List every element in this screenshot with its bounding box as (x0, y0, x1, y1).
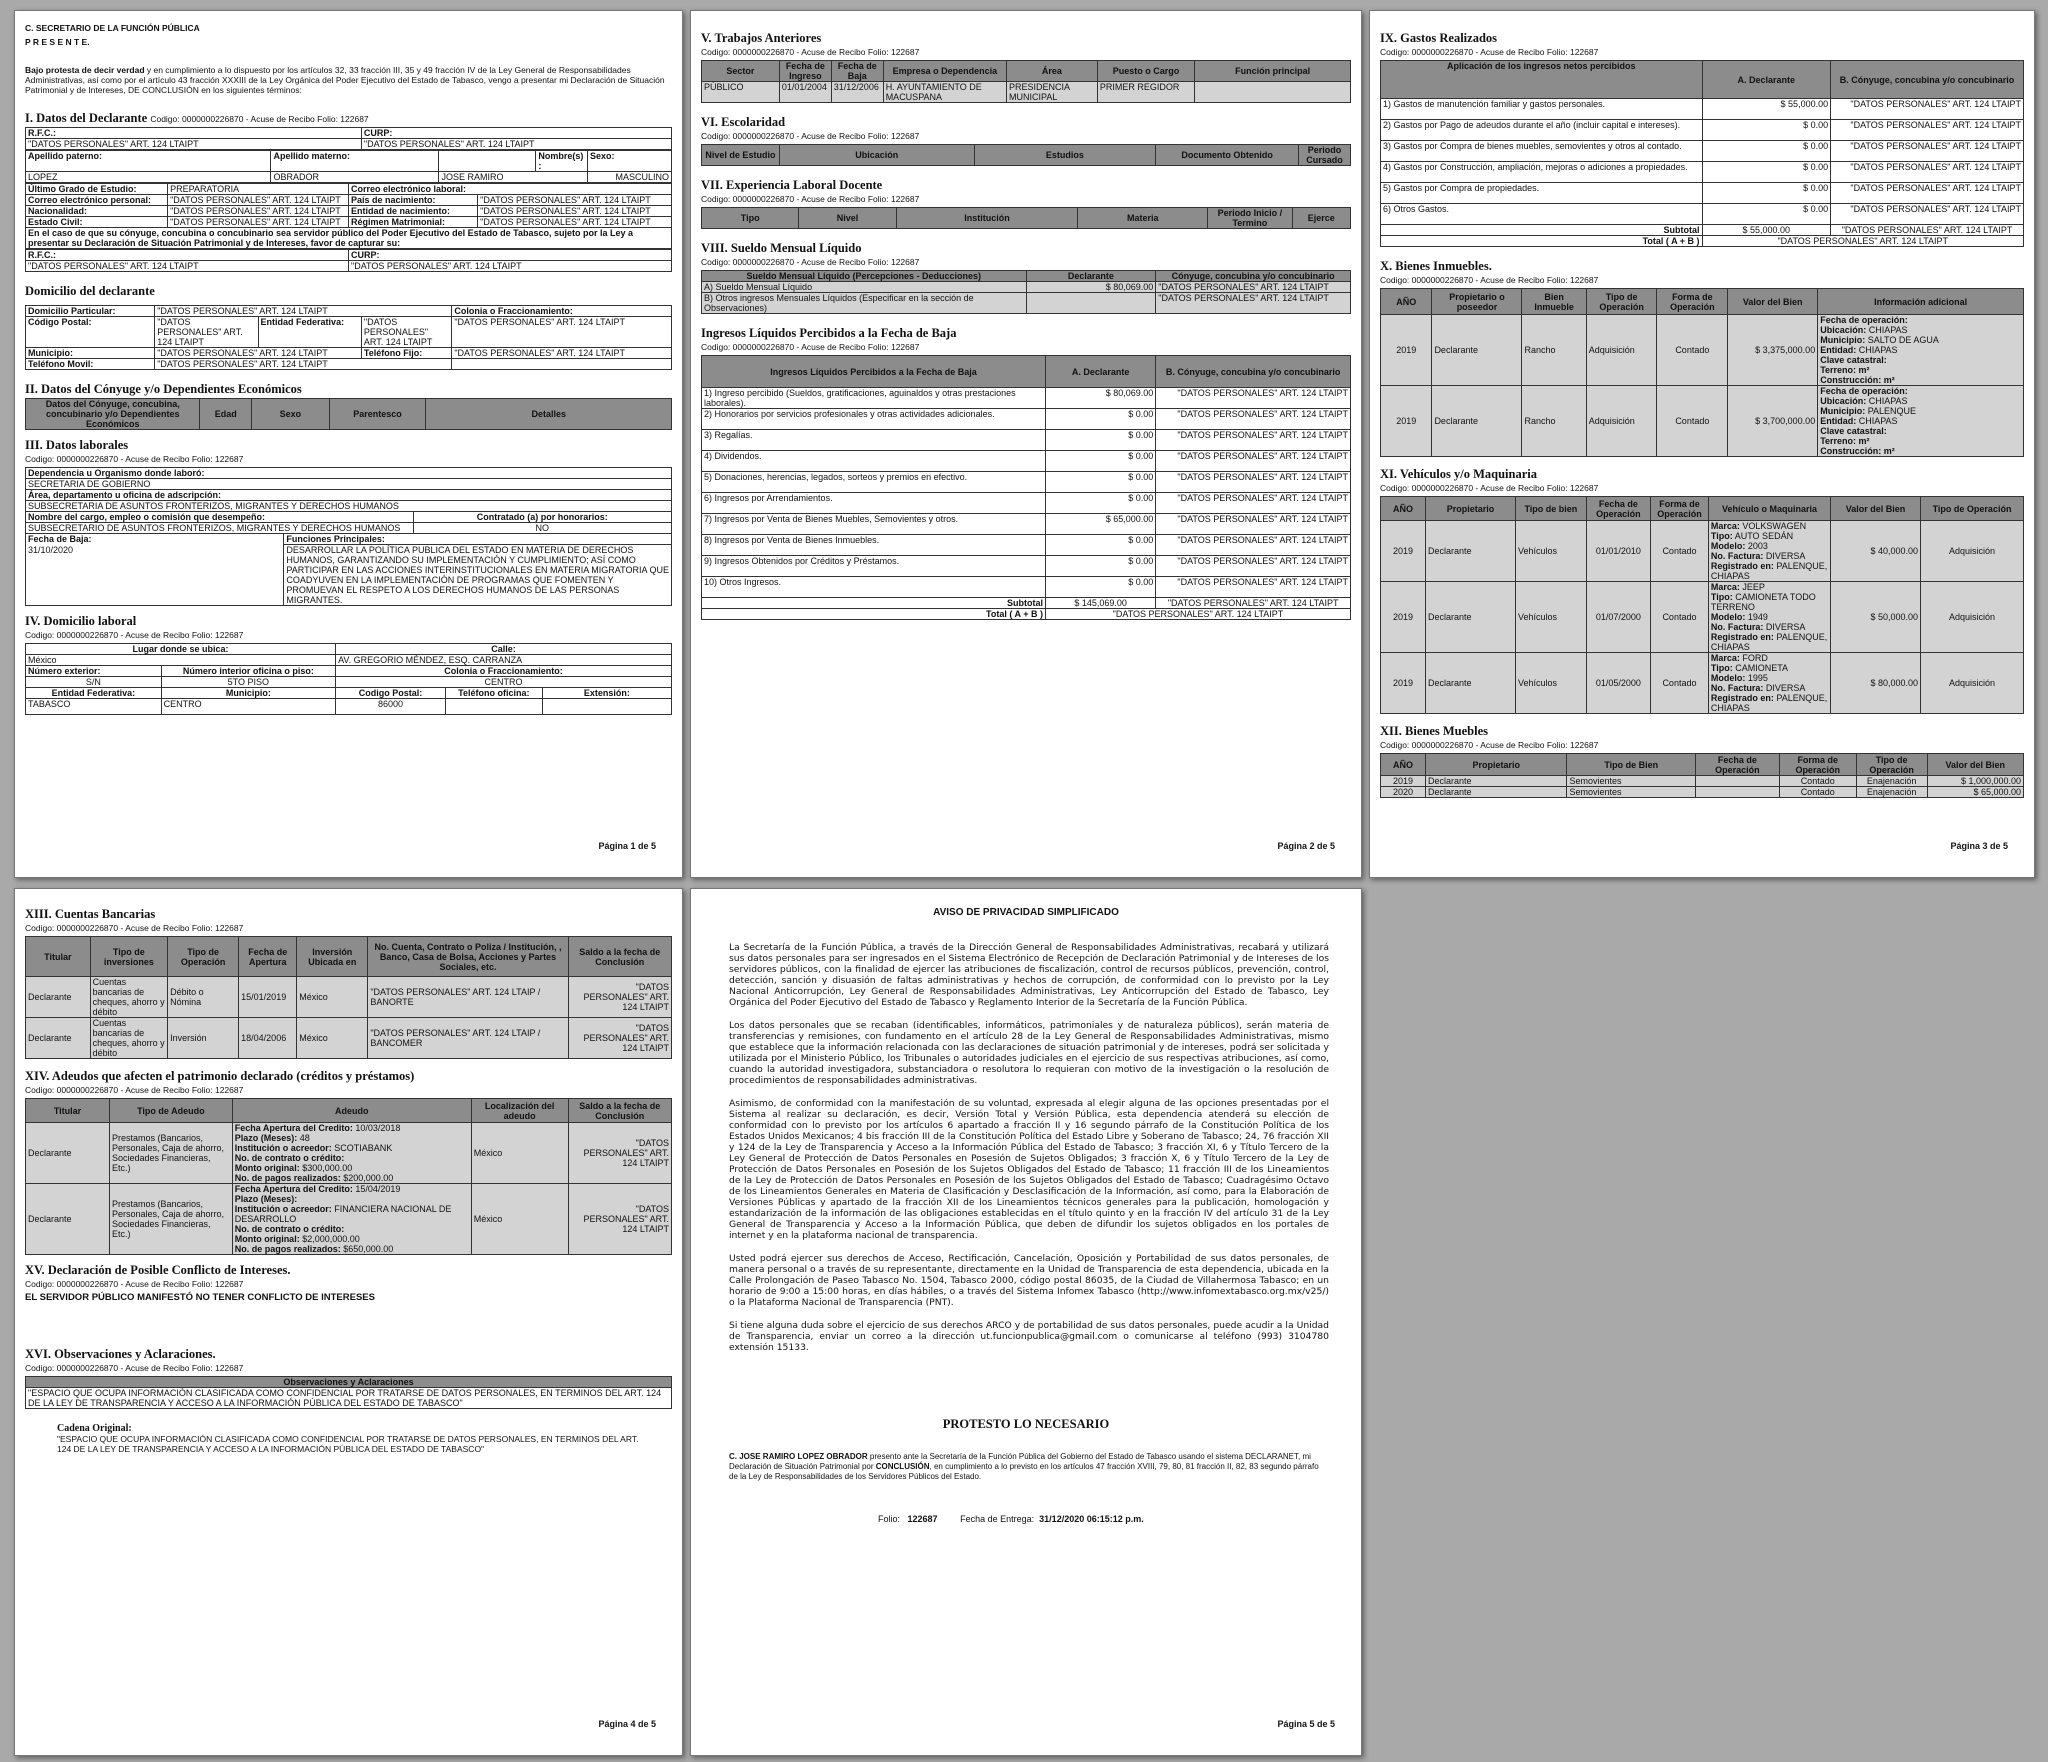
table-row: Declarante Cuentas bancarias de cheques, ahorro y débito Inversión 18/04/2006 México "DATOS PERSONALES" ART. 124 LTAIP / BANCOMER "DATOS PERSONALES" ART. 124 LTAIPT (26, 1018, 672, 1059)
section-16-title: XVI. Observaciones y Aclaraciones. (25, 1347, 216, 1361)
table-row: 4) Dividendos. $ 0.00 "DATOS PERSONALES" ART. 124 LTAIPT (702, 451, 1351, 472)
table-row: Declarante Cuentas bancarias de cheques, ahorro y débito Débito o Nómina 15/01/2019 México "DATOS PERSONALES" ART. 124 LTAIP / BANORTE "DATOS PERSONALES" ART. 124 LTAIPT (26, 977, 672, 1018)
vehicles-table: AÑO Propietario Tipo de bien Fecha de Operación Forma de Operación Vehículo o Maquinaria Valor del Bien Tipo de Operación 2019 Declarante Vehículos 01/01/2010 Contado Marca: VOLKSWAGEN Tipo: AUTO SEDÁN Modelo: 2003 No. Factura: DIVERSA Registrado en: PALENQUE, CHIAPAS $ 40,000.00 Adquisición 2019 Declarante Vehículos 01/07/2000 Contado Marca: JEEP Tipo: CAMIONETA TODO TERRENO Modelo: 1949 No. Factura: DIVERSA Registrado en: PALENQUE, CHIAPAS $ 50,000.00 Adquisición 2019 Declarante Vehículos 01/05/2000 Contado Marca: FORD Tipo: CAMIONETA Modelo: 1995 No. Factura: DIVERSA Registrado en: PALENQUE, CHIAPAS $ 80,000.00 Adquisición (1380, 496, 2024, 714)
domicile-table: Domicilio Particular: "DATOS PERSONALES" ART. 124 LTAIPT Colonia o Fraccionamiento: Código Postal: "DATOS PERSONALES" ART. 124 LTAIPT Entidad Federativa: "DATOS PERSONALES" ART. 124 LTAIPT "DATOS PERSONALES" ART. 124 LTAIPT Municipio: "DATOS PERSONALES" ART. 124 LTAIPT Teléfono Fijo: "DATOS PERSONALES" ART. 124 LTAIPT Teléfono Movil: "DATOS PERSONALES" ART. 124 LTAIPT (25, 305, 672, 370)
section-2-title: II. Datos del Cónyuge y/o Dependientes Económicos (25, 382, 302, 396)
section-8b-title: Ingresos Líquidos Percibidos a la Fecha de Baja (701, 326, 957, 340)
page-number: Página 3 de 5 (1950, 841, 2008, 851)
conflict-statement: EL SERVIDOR PÚBLICO MANIFESTÓ NO TENER CONFLICTO DE INTERESES (25, 1292, 375, 1303)
section-7-title: VII. Experiencia Laboral Docente (701, 178, 883, 192)
table-row: 2019 Declarante Rancho Adquisición Contado $ 3,375,000.00 Fecha de operación: Ubicación: CHIAPAS Municipio: SALTO DE AGUA Entidad: CHIAPAS Clave catastral: Terreno: m² Construcción: m² (1381, 315, 2024, 386)
work-address-table: Lugar donde se ubica: Calle: México AV. GREGORIO MÉNDEZ, ESQ. CARRANZA Número exterior: Número interior oficina o piso: Colonia o Fraccionamiento: S/N 5TO PISO CENTRO Entidad Federativa: Municipio: Codigo Postal: Teléfono oficina: Extensión: TABASCO CENTRO 86000 (25, 643, 672, 715)
table-row: 9) Ingresos Obtenidos por Créditos y Préstamos. $ 0.00 "DATOS PERSONALES" ART. 124 LTAIPT (702, 556, 1351, 577)
privacy-paragraph: Si tiene alguna duda sobre el ejercicio de sus derechos ARCO y de portabilidad de sus datos personales, puede acudir a la Unidad de Transparencia, enviar un correo a la dirección ut.funcionpublica@gmail.com o comunicarse al teléfono (993) 3104780 extensión 15133. (729, 1320, 1329, 1353)
income-table: Ingresos Líquidos Percibidos a la Fecha de Baja A. Declarante B. Cónyuge, concubina y/o concubinario 1) Ingreso percibido (Sueldos, gratificaciones, aguinaldos y otras prestaciones laborales). $ 80,069.00 "DATOS PERSONALES" ART. 124 LTAIPT 2) Honorarios por servicios profesionales y otras actividades adicionales. $ 0.00 "DATOS PERSONALES" ART. 124 LTAIPT 3) Regalías. $ 0.00 "DATOS PERSONALES" ART. 124 LTAIPT 4) Dividendos. $ 0.00 "DATOS PERSONALES" ART. 124 LTAIPT 5) Donaciones, herencias, legados, sorteos y premios en efectivo. $ 0.00 "DATOS PERSONALES" ART. 124 LTAIPT 6) Ingresos por Arrendamientos. $ 0.00 "DATOS PERSONALES" ART. 124 LTAIPT 7) Ingresos por Venta de Bienes Muebles, Semovientes y otros. $ 65,000.00 "DATOS PERSONALES" ART. 124 LTAIPT 8) Ingresos por Venta de Bienes Inmuebles. $ 0.00 "DATOS PERSONALES" ART. 124 LTAIPT 9) Ingresos Obtenidos por Créditos y Préstamos. $ 0.00 "DATOS PERSONALES" ART. 124 LTAIPT 10) Otros Ingresos. $ 0.00 "DATOS PERSONALES" ART. 124 LTAIPT Subtotal $ 145,069.00 "DATOS PERSONALES" ART. 124 LTAIPT Total ( A + B ) "DATOS PERSONALES" ART. 124 LTAIPT (701, 355, 1351, 620)
previous-jobs-table: Sector Fecha de Ingreso Fecha de Baja Empresa o Dependencia Área Puesto o Cargo Función principal PÚBLICO 01/01/2004 31/12/2006 H. AYUNTAMIENTO DE MACUSPANA PRESIDENCIA MUNICIPAL PRIMER REGIDOR (701, 60, 1351, 103)
table-row: Declarante Prestamos (Bancarios, Personales, Caja de ahorro, Sociedades Financieras, Etc.) Fecha Apertura del Credito: 15/04/2019 Plazo (Meses): Institución o acreedor: FINANCIERA NACIONAL DE DESARROLLO No. de contrato o crédito: Monto original: $2,000,000.00 No. de pagos realizados: $650,000.00 México "DATOS PERSONALES" ART. 124 LTAIPT (26, 1184, 672, 1255)
declarant-name-table: Apellido paterno: Apellido materno: Nombre(s): Sexo: LOPEZ OBRADOR JOSE RAMIRO MASCULINO (25, 150, 672, 183)
section-11-title: XI. Vehículos y/o Maquinaria (1380, 467, 1537, 481)
privacy-paragraph: Los datos personales que se recaban (identificables, informáticos, patrimoniales y de naturaleza públicos), serán materia de transferencias y remisiones, con fundamento en el artículo 28 de la Ley General de Responsabilidades Administrativas, mismo que establece que la información relacionada con las declaraciones de situación patrimonial y de intereses, podrá ser solicitada y utilizada por el Ministerio Público, los Tribunales o autoridades judiciales en el ejercicio de sus respectivas atribuciones, así como, cuando la autoridad investigadora, substanciadora o resolutora lo requieran con motivo de la investigación o la resolución de procedimientos de responsabilidades administrativas. (729, 1020, 1329, 1086)
bank-accounts-table: Titular Tipo de inversiones Tipo de Operación Fecha de Apertura Inversión Ubicada en No. Cuenta, Contrato o Poliza / Institución, , Banco, Casa de Bolsa, Acciones y Partes Sociales, etc. Saldo a la fecha de Conclusión Declarante Cuentas bancarias de cheques, ahorro y débito Débito o Nómina 15/01/2019 México "DATOS PERSONALES" ART. 124 LTAIP / BANORTE "DATOS PERSONALES" ART. 124 LTAIPT Declarante Cuentas bancarias de cheques, ahorro y débito Inversión 18/04/2006 México "DATOS PERSONALES" ART. 124 LTAIP / BANCOMER "DATOS PERSONALES" ART. 124 LTAIPT (25, 936, 672, 1059)
table-row: 5) Gastos por Compra de propiedades. $ 0.00 "DATOS PERSONALES" ART. 124 LTAIPT (1381, 183, 2024, 204)
table-row: 2019 Declarante Vehículos 01/01/2010 Contado Marca: VOLKSWAGEN Tipo: AUTO SEDÁN Modelo: 2003 No. Factura: DIVERSA Registrado en: PALENQUE, CHIAPAS $ 40,000.00 Adquisición (1381, 521, 2024, 582)
section-15-title: XV. Declaración de Posible Conflicto de Intereses. (25, 1263, 291, 1277)
table-row: 6) Otros Gastos. $ 0.00 "DATOS PERSONALES" ART. 124 LTAIPT (1381, 204, 2024, 225)
page-2: V. Trabajos Anteriores Codigo: 0000000226870 - Acuse de Recibo Folio: 122687 Sector Fecha de Ingreso Fecha de Baja Empresa o Dependencia Área Puesto o Cargo Función principal PÚBLICO 01/01/2004 31/12/2006 H. AYUNTAMIENTO DE MACUSPANA PRESIDENCIA MUNICIPAL PRIMER REGIDOR VI. Escolaridad Codigo: 0000000226870 - Acuse de Recibo Folio: 122687 Nivel de Estudio Ubicación Estudios Documento Obtenido Periodo Cursado VII. Experiencia Laboral Docente Codigo: 0000000226870 - Acuse de Recibo Folio: 122687 Tipo Nivel Institución Materia Periodo Inicio / Termino Ejerce VIII. Sueldo Mensual Líquido Codigo: 0000000226870 - Acuse de Recibo Folio: 122687 Sueldo Mensual Líquido (Percepciones - Deducciones) Declarante Cónyuge, concubina y/o concubinario A) Sueldo Mensual Líquido $ 80,069.00 "DATOS PERSONALES" ART. 124 LTAIPT B) Otros ingresos Mensuales Líquidos (Especificar en la sección de Observaciones) "DATOS PERSONALES" ART. 124 LTAIPT Ingresos Líquidos Percibidos a la Fecha de Baja Codigo: 0000000226870 - Acuse de Recibo Folio: 122687 Ingresos Líquidos Percibidos a la Fecha de Baja A. Declarante B. Cónyuge, concubina y/o concubinario 1) Ingreso percibido (Sueldos, gratificaciones, aguinaldos y otras prestaciones laborales). $ 80,069.00 "DATOS PERSONALES" ART. 124 LTAIPT 2) Honorarios por servicios profesionales y otras actividades adicionales. $ 0.00 "DATOS PERSONALES" ART. 124 LTAIPT 3) Regalías. $ 0.00 "DATOS PERSONALES" ART. 124 LTAIPT 4) Dividendos. $ 0.00 "DATOS PERSONALES" ART. 124 LTAIPT 5) Donaciones, herencias, legados, sorteos y premios en efectivo. $ 0.00 "DATOS PERSONALES" ART. 124 LTAIPT 6) Ingresos por Arrendamientos. $ 0.00 "DATOS PERSONALES" ART. 124 LTAIPT 7) Ingresos por Venta de Bienes Muebles, Semovientes y otros. $ 65,000.00 "DATOS PERSONALES" ART. 124 LTAIPT 8) Ingresos por Venta de Bienes Inmuebles. $ 0.00 "DATOS PERSONALES" ART. 124 LTAIPT 9) Ingresos Obtenidos por Créditos y Préstamos. $ 0.00 "DATOS PERSONALES" ART. 124 LTAIPT 10) Otros Ingresos. $ 0.00 "DATOS PERSONALES" ART. 124 LTAIPT Subtotal $ 145,069.00 "DATOS PERSONALES" ART. 124 LTAIPT Total ( A + B ) "DATOS PERSONALES" ART. 124 LTAIPT Página 2 de 5 (690, 10, 1362, 878)
table-row: 8) Ingresos por Venta de Bienes Inmuebles. $ 0.00 "DATOS PERSONALES" ART. 124 LTAIPT (702, 535, 1351, 556)
table-row: 6) Ingresos por Arrendamientos. $ 0.00 "DATOS PERSONALES" ART. 124 LTAIPT (702, 493, 1351, 514)
section-6-title: VI. Escolaridad (701, 115, 786, 129)
page-number: Página 1 de 5 (598, 841, 656, 851)
domicile-title: Domicilio del declarante (25, 284, 155, 298)
section-8-title: VIII. Sueldo Mensual Líquido (701, 241, 862, 255)
privacy-paragraph: La Secretaría de la Función Pública, a través de la Dirección General de Responsabilidades Administrativas, recabará y utilizará sus datos personales para ser ingresados en el Sistema Electrónico de Recepción de Declaración Patrimonial y de Intereses de los servidores públicos, con la finalidad de ejercer las atribuciones de fiscalización, control de recursos públicos, prevención, control, detección, sanción y disuasión de faltas administrativas y hechos de corrupción, de conformidad con lo previsto por la Ley Nacional Anticorrupción, Ley General de Responsabilidades Administrativas, Ley Anticorrupción del Estado de Tabasco, Ley Orgánica del Poder Ejecutivo del Estado de Tabasco y Reglamento Interior de la Secretaría de la Función Pública. (729, 942, 1329, 1008)
education-table: Nivel de Estudio Ubicación Estudios Documento Obtenido Periodo Cursado (701, 144, 1351, 166)
cadena-original: Cadena Original: "ESPACIO QUE OCUPA INFORMACIÓN CLASIFICADA COMO CONFIDENCIAL POR TRATARSE DE DATOS PERSONALES, EN TERMINOS DEL ART. 124 DE LA LEY DE TRANSPARENCIA Y ACCESO A LA INFORMACIÓN PÚBLICA DEL ESTADO DE TABASCO" (57, 1423, 639, 1454)
real-estate-table: AÑO Propietario o poseedor Bien Inmueble Tipo de Operación Forma de Operación Valor del Bien Información adicional 2019 Declarante Rancho Adquisición Contado $ 3,375,000.00 Fecha de operación: Ubicación: CHIAPAS Municipio: SALTO DE AGUA Entidad: CHIAPAS Clave catastral: Terreno: m² Construcción: m² 2019 Declarante Rancho Adquisición Contado $ 3,700,000.00 Fecha de operación: Ubicación: CHIAPAS Municipio: PALENQUE Entidad: CHIAPAS Clave catastral: Terreno: m² Construcción: m² (1380, 288, 2024, 457)
table-row: 3) Regalías. $ 0.00 "DATOS PERSONALES" ART. 124 LTAIPT (702, 430, 1351, 451)
privacy-paragraph: Usted podrá ejercer sus derechos de Acceso, Rectificación, Cancelación, Oposición y Portabilidad de sus datos personales, de manera personal o a través de su representante, directamente en la Unidad de Transparencia de esta dependencia, ubicada en la Calle Prolongación de Paseo Tabasco No. 1504, Tabasco 2000, código postal 86035, de la Ciudad de Villahermosa Tabasco; en un horario de 9:00 a 15:00 horas, en días hábiles, o a través del Sistema Infomex Tabasco (http://www.infomextabasco.org.mx/v25/) o la Plataforma Nacional de Transparencia (PNT). (729, 1253, 1329, 1308)
page-number: Página 2 de 5 (1277, 841, 1335, 851)
table-row: 5) Donaciones, herencias, legados, sorteos y premios en efectivo. $ 0.00 "DATOS PERSONALES" ART. 124 LTAIPT (702, 472, 1351, 493)
page-1: C. SECRETARIO DE LA FUNCIÓN PÚBLICA P R E S E N T E. Bajo protesta de decir verdad y en cumplimiento a lo dispuesto por los artículos 32, 33 fracción III, 35 y 49 fracción IV de la Ley General de Responsabilidades Administrativas, así como por el artículo 43 fracción XXXIII de la Ley Orgánica del Poder Ejecutivo del Estado de Tabasco, vengo a presentar mi Declaración de Situación Patrimonial y de Intereses, DE CONCLUSIÓN en los siguientes términos: I. Datos del Declarante Codigo: 0000000226870 - Acuse de Recibo Folio: 122687 R.F.C.: CURP: "DATOS PERSONALES" ART. 124 LTAIPT "DATOS PERSONALES" ART. 124 LTAIPT Apellido paterno: Apellido materno: Nombre(s): Sexo: LOPEZ OBRADOR JOSE RAMIRO MASCULINO Último Grado de Estudio: PREPARATORIA Correo electrónico laboral: Correo electrónico personal: "DATOS PERSONALES" ART. 124 LTAIPT País de nacimiento: "DATOS PERSONALES" ART. 124 LTAIPT Nacionalidad: "DATOS PERSONALES" ART. 124 LTAIPT Entidad de nacimiento: "DATOS PERSONALES" ART. 124 LTAIPT Estado Civil: "DATOS PERSONALES" ART. 124 LTAIPT Régimen Matrimonial: "DATOS PERSONALES" ART. 124 LTAIPT En el caso de que su cónyuge, concubina o concubinario sea servidor público del Poder Ejecutivo del Estado de Tabasco, sujeto por la Ley a presentar su Declaración de Situación Patrimonial y de Intereses, favor de capturar su: R.F.C.: CURP: "DATOS PERSONALES" ART. 124 LTAIPT "DATOS PERSONALES" ART. 124 LTAIPT Domicilio del declarante Domicilio Particular: "DATOS PERSONALES" ART. 124 LTAIPT Colonia o Fraccionamiento: Código Postal: "DATOS PERSONALES" ART. 124 LTAIPT Entidad Federativa: "DATOS PERSONALES" ART. 124 LTAIPT "DATOS PERSONALES" ART. 124 LTAIPT Municipio: "DATOS PERSONALES" ART. 124 LTAIPT Teléfono Fijo: "DATOS PERSONALES" ART. 124 LTAIPT Teléfono Movil: "DATOS PERSONALES" ART. 124 LTAIPT II. Datos del Cónyuge y/o Dependientes Económicos Datos del Cónyuge, concubina, concubinario y/o Dependientes Económicos Edad Sexo Parentesco Detalles III. Datos laborales Codigo: 0000000226870 - Acuse de Recibo Folio: 122687 Dependencia u Organismo donde laboró: SECRETARIA DE GOBIERNO Área, departamento u oficina de adscripción: SUBSECRETARIA DE ASUNTOS FRONTERIZOS, MIGRANTES Y DERECHOS HUMANOS Nombre del cargo, empleo o comisión que desempeño: Contratado (a) por honorarios: SUBSECRETARIO DE ASUNTOS FRONTERIZOS, MIGRANTES Y DERECHOS HUMANOS NO Fecha de Baja: Funciones Principales: 31/10/2020 DESARROLLAR LA POLÍTICA PUBLICA DEL ESTADO EN MATERIA DE DERECHOS HUMANOS, GARANTIZANDO SU IMPLEMENTACIÓN Y CUMPLIMIENTO; ASÍ COMO PARTICIPAR EN LAS ACCIONES INTERINSTITUCIONALES EN MATERIA MIGRATORIA QUE COADYUVEN EN LA IMPLEMENTACIÓN DE PROGRAMAS QUE FOMENTEN Y PROMUEVAN EL RESPETO A LOS DERECHOS HUMANOS DE LAS PERSONAS MIGRANTES. IV. Domicilio laboral Codigo: 0000000226870 - Acuse de Recibo Folio: 122687 Lugar donde se ubica: Calle: México AV. GREGORIO MÉNDEZ, ESQ. CARRANZA Número exterior: Número interior oficina o piso: Colonia o Fraccionamiento: S/N 5TO PISO CENTRO Entidad Federativa: Municipio: Codigo Postal: Teléfono oficina: Extensión: TABASCO CENTRO 86000 Página 1 de 5 (14, 10, 683, 878)
table-row: 10) Otros Ingresos. $ 0.00 "DATOS PERSONALES" ART. 124 LTAIPT (702, 577, 1351, 598)
addressee: C. SECRETARIO DE LA FUNCIÓN PÚBLICA (25, 23, 200, 33)
dependents-table: Datos del Cónyuge, concubina, concubinario y/o Dependientes Económicos Edad Sexo Parentesco Detalles (25, 398, 672, 430)
section-14-title: XIV. Adeudos que afecten el patrimonio declarado (créditos y préstamos) (25, 1069, 415, 1083)
protesto-text: C. JOSE RAMIRO LOPEZ OBRADOR presento ante la Secretaría de la Función Pública del Gobierno del Estado de Tabasco usando el sistema DECLARANET, mi Declaración de Situación Patrimonial por CONCLUSIÓN, en cumplimiento a lo previsto en los artículos 47 fracción XVIII, 79, 80, 81 fracción II, 82, 83 segundo párrafo de la Ley de Responsabilidades de los Servidores Públicos del Estado. (729, 1452, 1319, 1481)
folio-line: Folio: 122687 Fecha de Entrega: 31/12/2020 06:15:12 p.m. (878, 1514, 1144, 1524)
teaching-table: Tipo Nivel Institución Materia Periodo Inicio / Termino Ejerce (701, 207, 1351, 229)
page-number: Página 4 de 5 (598, 1719, 656, 1729)
page-5 (690, 888, 1362, 1756)
privacy-paragraph: Asimismo, de conformidad con la manifestación de su voluntad, expresada al elegir alguna de las opciones presentadas por el Sistema al realizar su declaración, es decir, Versión Total y Versión Pública, esta dependencia atenderá su elección de conformidad con lo previsto por los artículos 6 apartado a fracción II y 16 segundo párrafo de la Constitución Política de los Estados Unidos Mexicanos; 4 bis fracción III de la Constitución Política del Estado Libre y Soberano de Tabasco; 24, 76 fracción XII y 124 de la Ley de Transparencia y Acceso a la Información Pública del Estado de Tabasco; 3 fracción XI, 6 y Título Tercero de la Ley General de Protección de Datos Personales en Posesión de Sujetos Obligados; 3 fracción X, 6 y Título Tercero de la Ley de Protección de Datos Personales en Posesión de los Sujetos Obligados del Estado de Tabasco; 11 fracción III de los Lineamientos de la Ley de Protección de Datos Personales en Posesión de los Sujetos Obligados del Estado de Tabasco; Cuadragésimo Octavo de los Lineamientos Generales en Materia de Clasificación y Desclasificación de la Información, así como, para la Elaboración de Versiones Públicas y apartado de la fracción XII de los Lineamientos técnicos generales para la publicación, homologación y estandarización de la información de las obligaciones establecidas en el título quinto y en la fracción IV del artículo 31 de la Ley General de Transparencia y Acceso a la Información Pública, que deben de difundir los sujetos obligados en los portales de internet y en la plataforma nacional de transparencia. (729, 1098, 1329, 1241)
privacy-title: AVISO DE PRIVACIDAD SIMPLIFICADO (933, 907, 1119, 918)
debts-table: Titular Tipo de Adeudo Adeudo Localización del adeudo Saldo a la fecha de Conclusión Declarante Prestamos (Bancarios, Personales, Caja de ahorro, Sociedades Financieras, Etc.) Fecha Apertura del Credito: 10/03/2018 Plazo (Meses): 48 Institución o acreedor: SCOTIABANK No. de contrato o crédito: Monto original: $300,000.00 No. de pagos realizados: $200,000.00 México "DATOS PERSONALES" ART. 124 LTAIPT Declarante Prestamos (Bancarios, Personales, Caja de ahorro, Sociedades Financieras, Etc.) Fecha Apertura del Credito: 15/04/2019 Plazo (Meses): Institución o acreedor: FINANCIERA NACIONAL DE DESARROLLO No. de contrato o crédito: Monto original: $2,000,000.00 No. de pagos realizados: $650,000.00 México "DATOS PERSONALES" ART. 124 LTAIPT (25, 1098, 672, 1255)
section-5-title: V. Trabajos Anteriores (701, 31, 822, 45)
table-row: 7) Ingresos por Venta de Bienes Muebles, Semovientes y otros. $ 65,000.00 "DATOS PERSONALES" ART. 124 LTAIPT (702, 514, 1351, 535)
table-row: 1) Gastos de manutención familiar y gastos personales. $ 55,000.00 "DATOS PERSONALES" ART. 124 LTAIPT (1381, 99, 2024, 120)
section-10-title: X. Bienes Inmuebles. (1380, 259, 1492, 273)
table-row: 2019 Declarante Vehículos 01/05/2000 Contado Marca: FORD Tipo: CAMIONETA Modelo: 1995 No. Factura: DIVERSA Registrado en: PALENQUE, CHIAPAS $ 80,000.00 Adquisición (1381, 653, 2024, 714)
observations-table: Observaciones y Aclaraciones "ESPACIO QUE OCUPA INFORMACIÓN CLASIFICADA COMO CONFIDENCIAL POR TRATARSE DE DATOS PERSONALES, EN TERMINOS DEL ART. 124 DE LA LEY DE TRANSPARENCIA Y ACCESO A LA INFORMACIÓN PÚBLICA DEL ESTADO DE TABASCO" (25, 1376, 672, 1409)
declarant-details-table: Último Grado de Estudio: PREPARATORIA Correo electrónico laboral: Correo electrónico personal: "DATOS PERSONALES" ART. 124 LTAIPT País de nacimiento: "DATOS PERSONALES" ART. 124 LTAIPT Nacionalidad: "DATOS PERSONALES" ART. 124 LTAIPT Entidad de nacimiento: "DATOS PERSONALES" ART. 124 LTAIPT Estado Civil: "DATOS PERSONALES" ART. 124 LTAIPT Régimen Matrimonial: "DATOS PERSONALES" ART. 124 LTAIPT En el caso de que su cónyuge, concubina o concubinario sea servidor público del Poder Ejecutivo del Estado de Tabasco, sujeto por la Ley a presentar su Declaración de Situación Patrimonial y de Intereses, favor de capturar su: (25, 183, 672, 249)
table-row: 2019 Declarante Vehículos 01/07/2000 Contado Marca: JEEP Tipo: CAMIONETA TODO TERRENO Modelo: 1949 No. Factura: DIVERSA Registrado en: PALENQUE, CHIAPAS $ 50,000.00 Adquisición (1381, 582, 2024, 653)
section-12-title: XII. Bienes Muebles (1380, 724, 1488, 738)
page-4: XIII. Cuentas Bancarias Codigo: 0000000226870 - Acuse de Recibo Folio: 122687 Titular Tipo de inversiones Tipo de Operación Fecha de Apertura Inversión Ubicada en No. Cuenta, Contrato o Poliza / Institución, , Banco, Casa de Bolsa, Acciones y Partes Sociales, etc. Saldo a la fecha de Conclusión Declarante Cuentas bancarias de cheques, ahorro y débito Débito o Nómina 15/01/2019 México "DATOS PERSONALES" ART. 124 LTAIP / BANORTE "DATOS PERSONALES" ART. 124 LTAIPT Declarante Cuentas bancarias de cheques, ahorro y débito Inversión 18/04/2006 México "DATOS PERSONALES" ART. 124 LTAIP / BANCOMER "DATOS PERSONALES" ART. 124 LTAIPT XIV. Adeudos que afecten el patrimonio declarado (créditos y préstamos) Codigo: 0000000226870 - Acuse de Recibo Folio: 122687 Titular Tipo de Adeudo Adeudo Localización del adeudo Saldo a la fecha de Conclusión Declarante Prestamos (Bancarios, Personales, Caja de ahorro, Sociedades Financieras, Etc.) Fecha Apertura del Credito: 10/03/2018 Plazo (Meses): 48 Institución o acreedor: SCOTIABANK No. de contrato o crédito: Monto original: $300,000.00 No. de pagos realizados: $200,000.00 México "DATOS PERSONALES" ART. 124 LTAIPT Declarante Prestamos (Bancarios, Personales, Caja de ahorro, Sociedades Financieras, Etc.) Fecha Apertura del Credito: 15/04/2019 Plazo (Meses): Institución o acreedor: FINANCIERA NACIONAL DE DESARROLLO No. de contrato o crédito: Monto original: $2,000,000.00 No. de pagos realizados: $650,000.00 México "DATOS PERSONALES" ART. 124 LTAIPT XV. Declaración de Posible Conflicto de Intereses. Codigo: 0000000226870 - Acuse de Recibo Folio: 122687 EL SERVIDOR PÚBLICO MANIFESTÓ NO TENER CONFLICTO DE INTERESES XVI. Observaciones y Aclaraciones. Codigo: 0000000226870 - Acuse de Recibo Folio: 122687 Observaciones y Aclaraciones "ESPACIO QUE OCUPA INFORMACIÓN CLASIFICADA COMO CONFIDENCIAL POR TRATARSE DE DATOS PERSONALES, EN TERMINOS DEL ART. 124 DE LA LEY DE TRANSPARENCIA Y ACCESO A LA INFORMACIÓN PÚBLICA DEL ESTADO DE TABASCO" Cadena Original: "ESPACIO QUE OCUPA INFORMACIÓN CLASIFICADA COMO CONFIDENCIAL POR TRATARSE DE DATOS PERSONALES, EN TERMINOS DEL ART. 124 DE LA LEY DE TRANSPARENCIA Y ACCESO A LA INFORMACIÓN PÚBLICA DEL ESTADO DE TABASCO" Página 4 de 5 (14, 888, 683, 1756)
employment-table: Dependencia u Organismo donde laboró: SECRETARIA DE GOBIERNO Área, departamento u oficina de adscripción: SUBSECRETARIA DE ASUNTOS FRONTERIZOS, MIGRANTES Y DERECHOS HUMANOS Nombre del cargo, empleo o comisión que desempeño: Contratado (a) por honorarios: SUBSECRETARIO DE ASUNTOS FRONTERIZOS, MIGRANTES Y DERECHOS HUMANOS NO Fecha de Baja: Funciones Principales: 31/10/2020 DESARROLLAR LA POLÍTICA PUBLICA DEL ESTADO EN MATERIA DE DERECHOS HUMANOS, GARANTIZANDO SU IMPLEMENTACIÓN Y CUMPLIMIENTO; ASÍ COMO PARTICIPAR EN LAS ACCIONES INTERINSTITUCIONALES EN MATERIA MIGRATORIA QUE COADYUVEN EN LA IMPLEMENTACIÓN DE PROGRAMAS QUE FOMENTEN Y PROMUEVAN EL RESPETO A LOS DERECHOS HUMANOS DE LAS PERSONAS MIGRANTES. (25, 467, 672, 606)
section-1-title: I. Datos del Declarante Codigo: 0000000226870 - Acuse de Recibo Folio: 122687 (25, 111, 369, 125)
section-13-title: XIII. Cuentas Bancarias (25, 907, 156, 921)
protesto-title: PROTESTO LO NECESARIO (942, 1417, 1110, 1431)
section-3-title: III. Datos laborales (25, 438, 129, 452)
table-row: 2019 Declarante Semovientes Contado Enajenación $ 1,000,000.00 (1381, 776, 2024, 787)
section-9-title: IX. Gastos Realizados (1380, 31, 1498, 45)
salary-table: Sueldo Mensual Líquido (Percepciones - Deducciones) Declarante Cónyuge, concubina y/o concubinario A) Sueldo Mensual Líquido $ 80,069.00 "DATOS PERSONALES" ART. 124 LTAIPT B) Otros ingresos Mensuales Líquidos (Especificar en la sección de Observaciones) "DATOS PERSONALES" ART. 124 LTAIPT (701, 270, 1351, 314)
presente: P R E S E N T E. (25, 37, 90, 47)
table-row: 3) Gastos por Compra de bienes muebles, semovientes y otros al contado. $ 0.00 "DATOS PERSONALES" ART. 124 LTAIPT (1381, 141, 2024, 162)
table-row: 2) Gastos por Pago de adeudos durante el año (incluir capital e intereses). $ 0.00 "DATOS PERSONALES" ART. 124 LTAIPT (1381, 120, 2024, 141)
table-row: 4) Gastos por Construcción, ampliación, mejoras o adiciones a propiedades. $ 0.00 "DATOS PERSONALES" ART. 124 LTAIPT (1381, 162, 2024, 183)
page-number: Página 5 de 5 (1277, 1719, 1335, 1729)
movables-table: AÑO Propietario Tipo de Bien Fecha de Operación Forma de Operación Tipo de Operación Valor del Bien 2019 Declarante Semovientes Contado Enajenación $ 1,000,000.00 2020 Declarante Semovientes Contado Enajenación $ 65,000.00 (1380, 753, 2024, 798)
section-4-title: IV. Domicilio laboral (25, 614, 137, 628)
spouse-ids-table: R.F.C.: CURP: "DATOS PERSONALES" ART. 124 LTAIPT "DATOS PERSONALES" ART. 124 LTAIPT (25, 249, 672, 272)
page-3: IX. Gastos Realizados Codigo: 0000000226870 - Acuse de Recibo Folio: 122687 Aplicación de los ingresos netos percibidos A. Declarante B. Cónyuge, concubina y/o concubinario 1) Gastos de manutención familiar y gastos personales. $ 55,000.00 "DATOS PERSONALES" ART. 124 LTAIPT 2) Gastos por Pago de adeudos durante el año (incluir capital e intereses). $ 0.00 "DATOS PERSONALES" ART. 124 LTAIPT 3) Gastos por Compra de bienes muebles, semovientes y otros al contado. $ 0.00 "DATOS PERSONALES" ART. 124 LTAIPT 4) Gastos por Construcción, ampliación, mejoras o adiciones a propiedades. $ 0.00 "DATOS PERSONALES" ART. 124 LTAIPT 5) Gastos por Compra de propiedades. $ 0.00 "DATOS PERSONALES" ART. 124 LTAIPT 6) Otros Gastos. $ 0.00 "DATOS PERSONALES" ART. 124 LTAIPT Subtotal $ 55,000.00 "DATOS PERSONALES" ART. 124 LTAIPT Total ( A + B ) "DATOS PERSONALES" ART. 124 LTAIPT X. Bienes Inmuebles. Codigo: 0000000226870 - Acuse de Recibo Folio: 122687 AÑO Propietario o poseedor Bien Inmueble Tipo de Operación Forma de Operación Valor del Bien Información adicional 2019 Declarante Rancho Adquisición Contado $ 3,375,000.00 Fecha de operación: Ubicación: CHIAPAS Municipio: SALTO DE AGUA Entidad: CHIAPAS Clave catastral: Terreno: m² Construcción: m² 2019 Declarante Rancho Adquisición Contado $ 3,700,000.00 Fecha de operación: Ubicación: CHIAPAS Municipio: PALENQUE Entidad: CHIAPAS Clave catastral: Terreno: m² Construcción: m² XI. Vehículos y/o Maquinaria Codigo: 0000000226870 - Acuse de Recibo Folio: 122687 AÑO Propietario Tipo de bien Fecha de Operación Forma de Operación Vehículo o Maquinaria Valor del Bien Tipo de Operación 2019 Declarante Vehículos 01/01/2010 Contado Marca: VOLKSWAGEN Tipo: AUTO SEDÁN Modelo: 2003 No. Factura: DIVERSA Registrado en: PALENQUE, CHIAPAS $ 40,000.00 Adquisición 2019 Declarante Vehículos 01/07/2000 Contado Marca: JEEP Tipo: CAMIONETA TODO TERRENO Modelo: 1949 No. Factura: DIVERSA Registrado en: PALENQUE, CHIAPAS $ 50,000.00 Adquisición 2019 Declarante Vehículos 01/05/2000 Contado Marca: FORD Tipo: CAMIONETA Modelo: 1995 No. Factura: DIVERSA Registrado en: PALENQUE, CHIAPAS $ 80,000.00 Adquisición XII. Bienes Muebles Codigo: 0000000226870 - Acuse de Recibo Folio: 122687 AÑO Propietario Tipo de Bien Fecha de Operación Forma de Operación Tipo de Operación Valor del Bien 2019 Declarante Semovientes Contado Enajenación $ 1,000,000.00 2020 Declarante Semovientes Contado Enajenación $ 65,000.00 Página 3 de 5 (1369, 10, 2035, 878)
table-row: 1) Ingreso percibido (Sueldos, gratificaciones, aguinaldos y otras prestaciones laborales). $ 80,069.00 "DATOS PERSONALES" ART. 124 LTAIPT (702, 388, 1351, 409)
expenses-table: Aplicación de los ingresos netos percibidos A. Declarante B. Cónyuge, concubina y/o concubinario 1) Gastos de manutención familiar y gastos personales. $ 55,000.00 "DATOS PERSONALES" ART. 124 LTAIPT 2) Gastos por Pago de adeudos durante el año (incluir capital e intereses). $ 0.00 "DATOS PERSONALES" ART. 124 LTAIPT 3) Gastos por Compra de bienes muebles, semovientes y otros al contado. $ 0.00 "DATOS PERSONALES" ART. 124 LTAIPT 4) Gastos por Construcción, ampliación, mejoras o adiciones a propiedades. $ 0.00 "DATOS PERSONALES" ART. 124 LTAIPT 5) Gastos por Compra de propiedades. $ 0.00 "DATOS PERSONALES" ART. 124 LTAIPT 6) Otros Gastos. $ 0.00 "DATOS PERSONALES" ART. 124 LTAIPT Subtotal $ 55,000.00 "DATOS PERSONALES" ART. 124 LTAIPT Total ( A + B ) "DATOS PERSONALES" ART. 124 LTAIPT (1380, 60, 2024, 247)
intro-text: Bajo protesta de decir verdad y en cumplimiento a lo dispuesto por los artículos 32, 33 fracción III, 35 y 49 fracción IV de la Ley General de Responsabilidades Administrativas, así como por el artículo 43 fracción XXXIII de la Ley Orgánica del Poder Ejecutivo del Estado de Tabasco, vengo a presentar mi Declaración de Situación Patrimonial y de Intereses, DE CONCLUSIÓN en los siguientes términos: (25, 65, 665, 95)
table-row: 2019 Declarante Rancho Adquisición Contado $ 3,700,000.00 Fecha de operación: Ubicación: CHIAPAS Municipio: PALENQUE Entidad: CHIAPAS Clave catastral: Terreno: m² Construcción: m² (1381, 386, 2024, 457)
table-row: 2020 Declarante Semovientes Contado Enajenación $ 65,000.00 (1381, 787, 2024, 798)
table-row: 2) Honorarios por servicios profesionales y otras actividades adicionales. $ 0.00 "DATOS PERSONALES" ART. 124 LTAIPT (702, 409, 1351, 430)
declarant-table: R.F.C.: CURP: "DATOS PERSONALES" ART. 124 LTAIPT "DATOS PERSONALES" ART. 124 LTAIPT (25, 127, 672, 150)
table-row: Declarante Prestamos (Bancarios, Personales, Caja de ahorro, Sociedades Financieras, Etc.) Fecha Apertura del Credito: 10/03/2018 Plazo (Meses): 48 Institución o acreedor: SCOTIABANK No. de contrato o crédito: Monto original: $300,000.00 No. de pagos realizados: $200,000.00 México "DATOS PERSONALES" ART. 124 LTAIPT (26, 1123, 672, 1184)
